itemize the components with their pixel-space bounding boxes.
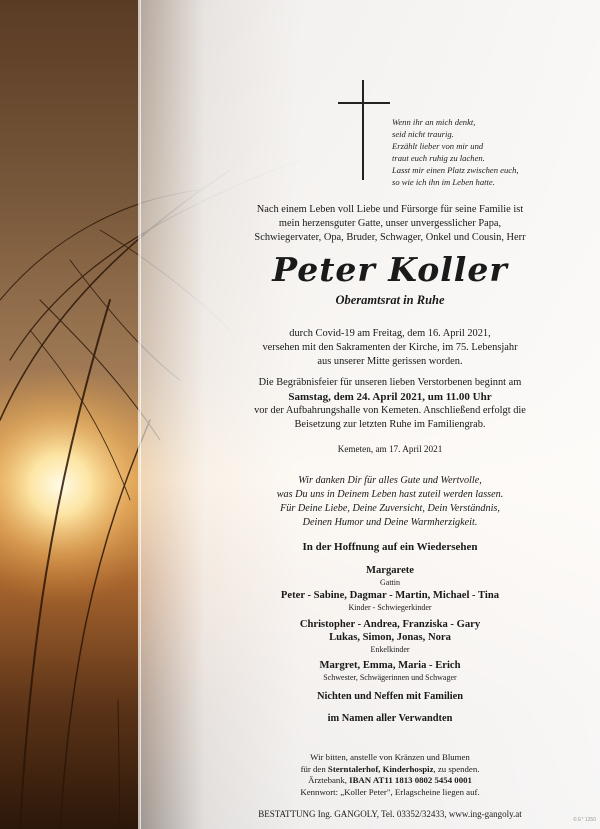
family-group — [180, 618, 600, 655]
death-line: versehen mit den Sakramenten der Kirche, im 75. Lebensjahr — [262, 342, 518, 353]
death-notice — [180, 327, 600, 369]
hope-heading: In der Hoffnung auf ein Wiedersehen — [302, 541, 478, 553]
request-text: für den — [300, 763, 328, 774]
request-line: Kennwort: „Koller Peter", Erlagscheine liegen auf. — [300, 786, 480, 797]
bank-name: Ärztebank, — [308, 775, 350, 786]
nieces-nephews: Nichten und Neffen mit Familien — [316, 691, 464, 702]
poem-line: traut euch ruhig zu lachen. — [392, 153, 485, 163]
death-line: durch Covid-19 am Freitag, dem 16. April 2021, — [289, 328, 491, 339]
intro-text — [180, 203, 600, 245]
request-text: , zu spenden. — [433, 763, 480, 774]
thanks-line: Deinen Humor und Deine Warmherzigkeit. — [302, 517, 478, 528]
funeral-date: Samstag, dem 24. April 2021, um 11.00 Uhr — [288, 391, 492, 403]
funeral-line: Beisetzung zur letzten Ruhe im Familiengrab. — [294, 419, 486, 430]
family-group — [180, 589, 600, 613]
poem-line: seid nicht traurig. — [392, 129, 454, 139]
funeral-line: vor der Aufbahrungshalle von Kemeten. Anschließend erfolgt die — [254, 405, 526, 416]
family-role: Gattin — [380, 578, 400, 587]
family-group — [180, 659, 600, 683]
poem — [392, 116, 592, 188]
family-names: Peter - Sabine, Dagmar - Martin, Michael - Tina — [280, 590, 500, 601]
cross-icon — [338, 80, 390, 180]
family-role: Enkelkinder — [370, 645, 410, 654]
request-line — [180, 775, 600, 787]
intro-line: mein herzensguter Gatte, unser unvergesslicher Papa, — [278, 218, 502, 229]
death-line: aus unserer Mitte gerissen worden. — [317, 356, 463, 367]
undertaker-footer: BESTATTUNG Ing. GANGOLY, Tel. 03352/32433, www.ing-gangoly.at — [258, 809, 522, 819]
thanks-text — [180, 474, 600, 530]
family-names: Christopher - Andrea, Franziska - Gary — [299, 619, 481, 630]
deceased-title: Oberamtsrat in Ruhe — [335, 293, 445, 307]
poem-line: so wie ich ihn im Leben hatte. — [392, 177, 495, 187]
request-line — [180, 764, 600, 776]
iban: IBAN AT11 1813 0802 5454 0001 — [349, 775, 472, 786]
family-group — [180, 564, 600, 588]
poem-line: Wenn ihr an mich denkt, — [392, 117, 476, 127]
request-line: Wir bitten, anstelle von Kränzen und Blumen — [310, 752, 470, 762]
all-relatives: im Namen aller Verwandten — [327, 713, 453, 724]
donation-request — [180, 752, 600, 798]
intro-line: Schwiegervater, Opa, Bruder, Schwager, Onkel und Cousin, Herr — [254, 232, 526, 243]
family-role: Schwester, Schwägerinnen und Schwager — [323, 673, 457, 682]
thanks-line: was Du uns in Deinem Leben hast zuteil werden lassen. — [276, 489, 504, 500]
thanks-line: Für Deine Liebe, Deine Zuversicht, Dein Verständnis, — [280, 503, 500, 514]
intro-line: Nach einem Leben voll Liebe und Fürsorge für seine Familie ist — [256, 204, 524, 215]
poem-line: Erzählt lieber von mir und — [392, 141, 484, 151]
thanks-line: Wir danken Dir für alles Gute und Wertvolle, — [298, 475, 482, 486]
family-names: Margret, Emma, Maria - Erich — [319, 660, 461, 671]
deceased-name: Peter Koller — [272, 250, 508, 289]
family-names: Margarete — [365, 565, 415, 576]
family-role: Kinder - Schwiegerkinder — [348, 603, 432, 612]
print-stamp: © E° 1250 — [573, 817, 596, 823]
funeral-info — [180, 376, 600, 432]
panel-divider — [138, 0, 141, 829]
place-date: Kemeten, am 17. April 2021 — [337, 444, 443, 454]
family-names: Lukas, Simon, Jonas, Nora — [329, 632, 451, 643]
poem-line: Lasst mir einen Platz zwischen euch, — [392, 165, 519, 175]
funeral-line: Die Begräbnisfeier für unseren lieben Verstorbenen beginnt am — [258, 377, 522, 388]
charity-name: Sterntalerhof, Kinderhospiz — [327, 763, 434, 774]
